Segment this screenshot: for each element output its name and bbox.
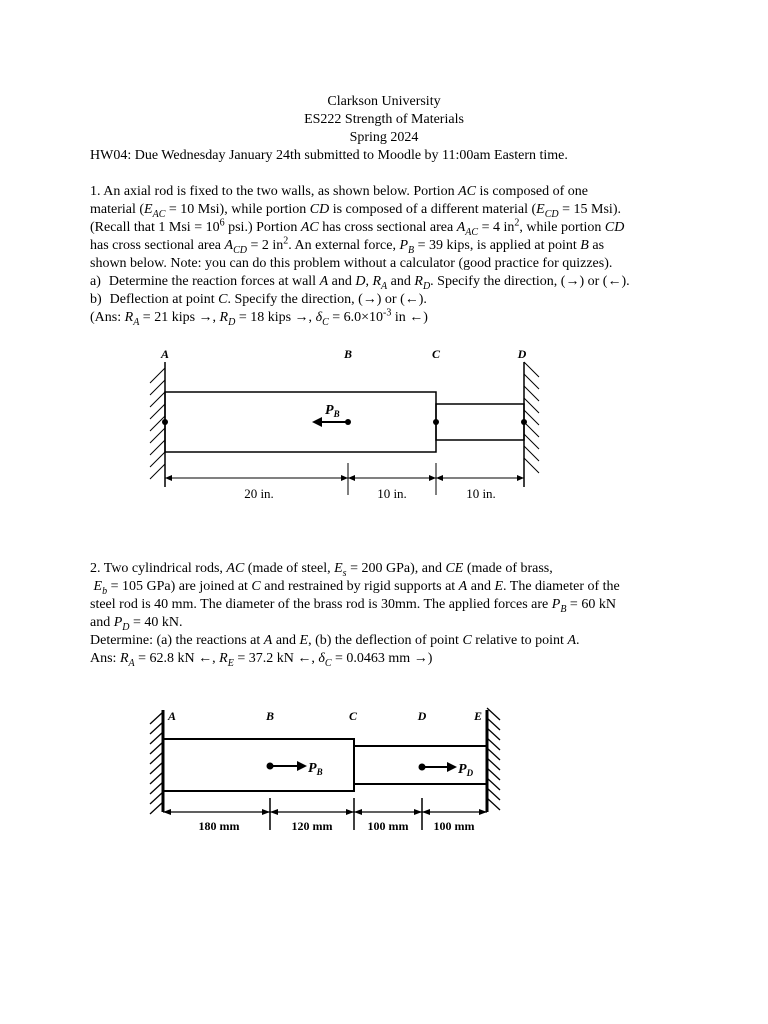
p1-answer: (Ans: $R_A = 21$ kips →, $R_D = 18$ kips →, $\delta_C = 6.0\times 10^{-3}$ in ←) [90,307,428,328]
fig2-dim-4: 100 mm [433,819,475,833]
fig2-dim-3: 100 mm [367,819,409,833]
p1-part-a: a) Determine the reaction forces at wall A and D, $R_A$ and $R_D$. Specify the direction, (→) or (←). [90,274,630,292]
fig2-rod-ce [354,746,487,784]
header-university: Clarkson University [327,94,441,109]
p1-line-5: shown below. Note: you can do this problem without a calculator (good practice for quizzes). [90,256,613,271]
fig2-force-pb-arrowhead [297,761,307,771]
fig1-label-d: D [517,347,527,361]
fig1-point-d [521,419,527,425]
fig1-label-b: B [343,347,353,361]
fig2-dimension-arrowheads [163,809,487,815]
fig1-point-a [162,419,168,425]
fig2-label-c: C [348,709,358,723]
p2-line-2: $E_b = 105$ GPa) are joined at C and restrained by rigid supports at A and E. The diameter of the [93,579,620,597]
fig1-force-pb-label: $P_B$ [325,403,340,419]
fig2-point-d [419,764,426,771]
header-term: Spring 2024 [349,130,419,145]
p1-line-4: has cross sectional area $A_{CD} = 2$ $in^2$. An external force, $P_B = 39$ kips, is applied at point B as [90,235,605,256]
fig2-force-pd-arrowhead [447,762,457,772]
fig1-point-c [433,419,439,425]
fig1-rod-cd [436,404,524,440]
fig2-force-pb-label: $P_B$ [308,761,323,777]
fig1-rod-ac [165,392,436,452]
fig1-point-b [345,419,351,425]
p2-line-4: and $P_D = 40$ kN. [90,615,183,633]
p1-part-b: b) Deflection at point C. Specify the direction, (→) or (←). [90,292,427,307]
fig2-label-e: E [473,709,483,723]
p2-line-1: 2. Two cylindrical rods, AC (made of steel, $E_s = 200$ GPa), and CE (made of brass, [90,561,553,579]
p1-line-2: material ($E_{AC} = 10$ Msi), while portion CD is composed of a different material ($E_{CD} = 15$ Msi). [90,202,621,220]
fig1-dim-1: 20 in. [244,486,274,501]
fig1-force-pb-arrowhead [312,417,322,427]
fig1-dimension-ticks [348,463,436,495]
fig1-dim-2: 10 in. [377,486,407,501]
fig1-left-wall-hatch [150,368,165,479]
header-course: ES222 Strength of Materials [304,112,464,127]
fig2-right-wall-hatch [487,708,500,810]
fig2-label-a: A [167,709,177,723]
fig2-label-b: B [265,709,275,723]
p2-answer: Ans: $R_A = 62.8$ kN ←, $R_E = 37.2$ kN ←, $\delta_C = 0.0463$ mm →) [90,651,433,669]
fig2-left-wall-hatch [150,712,163,814]
fig2-point-b [267,763,274,770]
p2-line-5: Determine: (a) the reactions at A and E, (b) the deflection of point C relative to point A. [90,633,580,648]
fig1-label-a: A [160,347,170,361]
fig2-dim-1: 180 mm [198,819,240,833]
p1-line-3: (Recall that 1 Msi = $10^6$ psi.) Portion AC has cross sectional area $A_{AC} = 4$ $in^2$, while portion CD [90,217,625,238]
p2-line-3: steel rod is 40 mm. The diameter of the brass rod is 30mm. The applied forces are $P_B = 60$ kN [90,597,616,615]
fig2-label-d: D [417,709,427,723]
fig2-dimension-ticks [270,798,422,830]
p1-line-1: 1. An axial rod is fixed to the two walls, as shown below. Portion AC is composed of one [90,184,588,199]
fig1-right-wall-hatch [524,362,539,473]
fig1-dimension-arrowheads [165,475,524,481]
fig1-label-c: C [431,347,441,361]
fig2-force-pd-label: $P_D$ [458,762,474,778]
hw-due-line: HW04: Due Wednesday January 24th submitted to Moodle by 11:00am Eastern time. [90,148,568,163]
fig2-rod-ac [163,739,354,791]
fig2-dim-2: 120 mm [291,819,333,833]
fig1-dim-3: 10 in. [466,486,496,501]
